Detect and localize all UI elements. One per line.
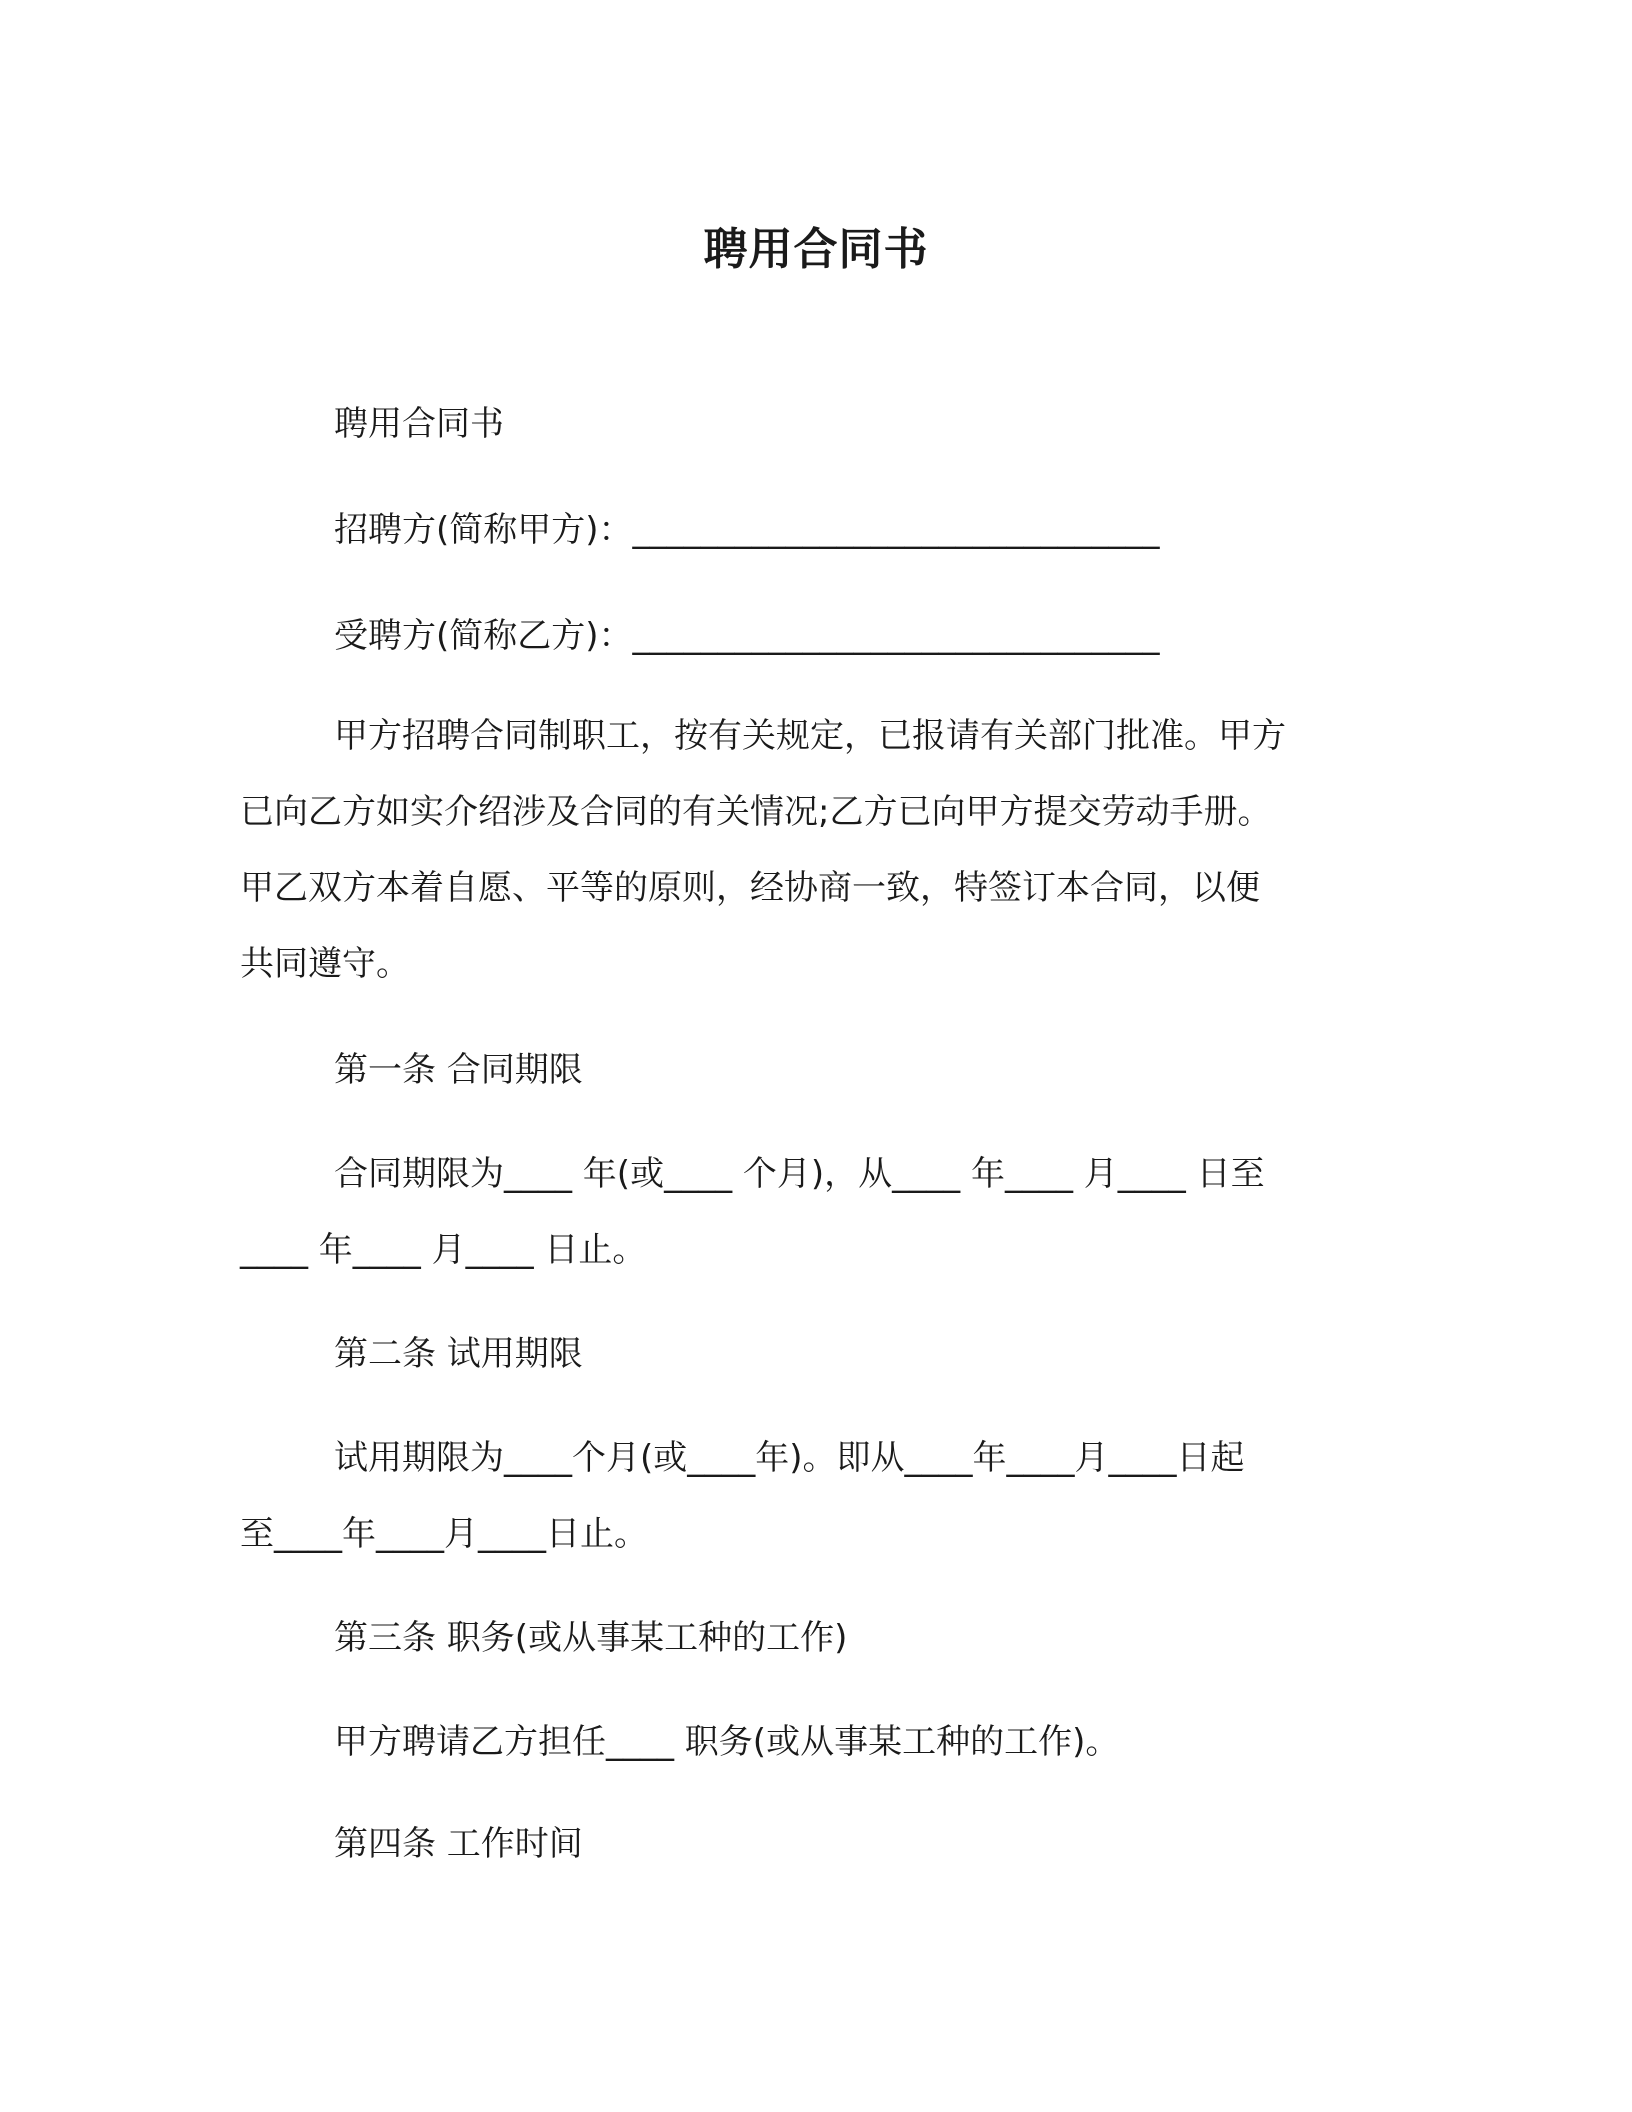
party-a-line: 招聘方(简称甲方)：_______________________________ — [334, 510, 1160, 550]
article1-line: ____ 年____ 月____ 日止。 — [240, 1230, 647, 1270]
article4-heading: 第四条 工作时间 — [334, 1824, 583, 1864]
preamble-line: 已向乙方如实介绍涉及合同的有关情况;乙方已向甲方提交劳动手册。 — [240, 792, 1272, 832]
article1-heading: 第一条 合同期限 — [334, 1050, 583, 1090]
preamble-line: 甲方招聘合同制职工，按有关规定，已报请有关部门批准。甲方 — [334, 716, 1286, 756]
article1-line: 合同期限为____ 年(或____ 个月)，从____ 年____ 月____ 日至 — [334, 1154, 1265, 1194]
article2-line: 试用期限为____个月(或____年)。即从____年____月____日起 — [334, 1438, 1245, 1478]
article2-heading: 第二条 试用期限 — [334, 1334, 583, 1374]
preamble-paragraph — [240, 698, 1380, 1002]
party-b-line: 受聘方(简称乙方)：_______________________________ — [334, 616, 1160, 656]
article2-line: 至____年____月____日止。 — [240, 1514, 648, 1554]
article3-heading: 第三条 职务(或从事某工种的工作) — [334, 1618, 848, 1658]
preamble-line: 甲乙双方本着自愿、平等的原则，经协商一致，特签订本合同，以便 — [240, 868, 1260, 908]
article2-paragraph — [240, 1420, 1380, 1572]
document-title: 聘用合同书 — [703, 224, 929, 275]
article1-paragraph — [240, 1136, 1380, 1288]
article3-line: 甲方聘请乙方担任____ 职务(或从事某工种的工作)。 — [334, 1722, 1120, 1762]
preamble-line: 共同遵守。 — [240, 944, 410, 984]
document-subtitle: 聘用合同书 — [334, 404, 504, 444]
